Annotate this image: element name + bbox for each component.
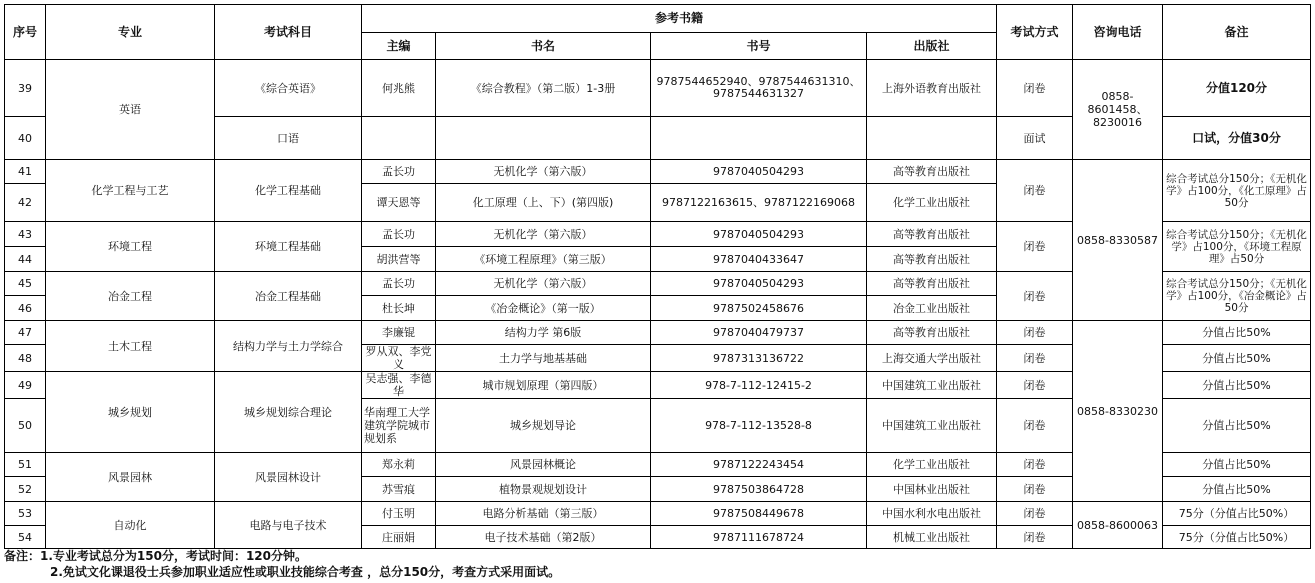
remark-cell: 综合考试总分150分；《无机化学》占100分，《化工原理》占50分 xyxy=(1163,160,1311,222)
title-cell xyxy=(436,117,651,160)
remark-cell: 分值占比50% xyxy=(1163,345,1311,372)
publisher-cell: 冶金工业出版社 xyxy=(867,296,997,321)
remark-cell: 分值占比50% xyxy=(1163,453,1311,477)
major-cell: 土木工程 xyxy=(46,321,215,372)
isbn-cell: 978-7-112-13528-8 xyxy=(651,399,867,453)
method-cell: 闭卷 xyxy=(997,160,1073,222)
isbn-cell: 978-7-112-12415-2 xyxy=(651,372,867,399)
publisher-cell: 上海交通大学出版社 xyxy=(867,345,997,372)
title-cell: 电路分析基础（第三版） xyxy=(436,502,651,526)
table-row xyxy=(5,321,1311,345)
header-row-1 xyxy=(5,5,1311,33)
remark-cell: 分值120分 xyxy=(1163,60,1311,117)
col-header-major: 专业 xyxy=(46,5,215,60)
editor-cell: 孟长功 xyxy=(362,272,436,296)
publisher-cell: 高等教育出版社 xyxy=(867,247,997,272)
publisher-cell: 高等教育出版社 xyxy=(867,222,997,247)
col-header-publisher: 出版社 xyxy=(867,33,997,60)
col-header-subject: 考试科目 xyxy=(215,5,362,60)
remark-cell: 75分（分值占比50%） xyxy=(1163,526,1311,549)
subject-cell: 结构力学与土力学综合 xyxy=(215,321,362,372)
method-cell: 闭卷 xyxy=(997,372,1073,399)
method-cell: 面试 xyxy=(997,117,1073,160)
seq-cell: 49 xyxy=(5,372,46,399)
reference-books-table xyxy=(4,4,1311,549)
seq-cell: 53 xyxy=(5,502,46,526)
title-cell: 无机化学（第六版） xyxy=(436,222,651,247)
method-cell: 闭卷 xyxy=(997,272,1073,321)
publisher-cell: 化学工业出版社 xyxy=(867,184,997,222)
title-cell: 城乡规划导论 xyxy=(436,399,651,453)
subject-cell: 风景园林设计 xyxy=(215,453,362,502)
table-row xyxy=(5,160,1311,184)
publisher-cell: 高等教育出版社 xyxy=(867,160,997,184)
editor-cell: 华南理工大学建筑学院城市规划系 xyxy=(362,399,436,453)
isbn-cell: 9787122163615、9787122169068 xyxy=(651,184,867,222)
remark-cell: 分值占比50% xyxy=(1163,372,1311,399)
seq-cell: 51 xyxy=(5,453,46,477)
seq-cell: 52 xyxy=(5,477,46,502)
editor-cell: 庄丽娟 xyxy=(362,526,436,549)
publisher-cell: 中国建筑工业出版社 xyxy=(867,399,997,453)
publisher-cell: 高等教育出版社 xyxy=(867,272,997,296)
seq-cell: 41 xyxy=(5,160,46,184)
editor-cell: 杜长坤 xyxy=(362,296,436,321)
seq-cell: 43 xyxy=(5,222,46,247)
method-cell: 闭卷 xyxy=(997,453,1073,477)
title-cell: 无机化学（第六版） xyxy=(436,160,651,184)
editor-cell: 付玉明 xyxy=(362,502,436,526)
phone-cell: 0858-8600063 xyxy=(1073,502,1163,549)
isbn-cell: 9787040479737 xyxy=(651,321,867,345)
title-cell: 《环境工程原理》（第三版） xyxy=(436,247,651,272)
editor-cell: 郑永莉 xyxy=(362,453,436,477)
admission-table-wrapper xyxy=(4,4,1311,549)
col-header-editor: 主编 xyxy=(362,33,436,60)
method-cell: 闭卷 xyxy=(997,345,1073,372)
isbn-cell: 9787122243454 xyxy=(651,453,867,477)
publisher-cell: 机械工业出版社 xyxy=(867,526,997,549)
major-cell: 城乡规划 xyxy=(46,372,215,453)
footnote-line-1: 备注：1.专业考试总分为150分，考试时间：120分钟。 xyxy=(4,549,308,563)
isbn-cell: 9787040504293 xyxy=(651,222,867,247)
isbn-cell: 9787503864728 xyxy=(651,477,867,502)
title-cell: 无机化学（第六版） xyxy=(436,272,651,296)
publisher-cell: 中国建筑工业出版社 xyxy=(867,372,997,399)
title-cell: 《冶金概论》（第一版） xyxy=(436,296,651,321)
remark-cell: 分值占比50% xyxy=(1163,399,1311,453)
editor-cell: 苏雪痕 xyxy=(362,477,436,502)
col-header-method: 考试方式 xyxy=(997,5,1073,60)
seq-cell: 40 xyxy=(5,117,46,160)
editor-cell: 吴志强、李德华 xyxy=(362,372,436,399)
subject-cell: 环境工程基础 xyxy=(215,222,362,272)
title-cell: 土力学与地基基础 xyxy=(436,345,651,372)
col-header-phone: 咨询电话 xyxy=(1073,5,1163,60)
isbn-cell: 9787508449678 xyxy=(651,502,867,526)
publisher-cell: 化学工业出版社 xyxy=(867,453,997,477)
remark-cell: 分值占比50% xyxy=(1163,321,1311,345)
title-cell: 植物景观规划设计 xyxy=(436,477,651,502)
title-cell: 化工原理（上、下）(第四版) xyxy=(436,184,651,222)
editor-cell: 孟长功 xyxy=(362,160,436,184)
seq-cell: 54 xyxy=(5,526,46,549)
method-cell: 闭卷 xyxy=(997,222,1073,272)
publisher-cell: 高等教育出版社 xyxy=(867,321,997,345)
remark-cell: 综合考试总分150分；《无机化学》占100分，《环境工程原理》占50分 xyxy=(1163,222,1311,272)
method-cell: 闭卷 xyxy=(997,477,1073,502)
remark-cell: 口试，分值30分 xyxy=(1163,117,1311,160)
publisher-cell: 上海外语教育出版社 xyxy=(867,60,997,117)
editor-cell: 李廉锟 xyxy=(362,321,436,345)
major-cell: 风景园林 xyxy=(46,453,215,502)
isbn-cell: 9787040504293 xyxy=(651,160,867,184)
method-cell: 闭卷 xyxy=(997,399,1073,453)
title-cell: 风景园林概论 xyxy=(436,453,651,477)
editor-cell: 罗从双、李党义 xyxy=(362,345,436,372)
col-header-remark: 备注 xyxy=(1163,5,1311,60)
footnotes xyxy=(4,548,560,580)
isbn-cell xyxy=(651,117,867,160)
major-cell: 化学工程与工艺 xyxy=(46,160,215,222)
col-header-title: 书名 xyxy=(436,33,651,60)
seq-cell: 47 xyxy=(5,321,46,345)
phone-cell: 0858-8601458、8230016 xyxy=(1073,60,1163,160)
isbn-cell: 9787040504293 xyxy=(651,272,867,296)
title-cell: 城市规划原理（第四版） xyxy=(436,372,651,399)
major-cell: 环境工程 xyxy=(46,222,215,272)
remark-cell: 75分（分值占比50%） xyxy=(1163,502,1311,526)
method-cell: 闭卷 xyxy=(997,60,1073,117)
footnote-line-2: 2.免试文化课退役士兵参加职业适应性或职业技能综合考查 ，总分150分，考查方式采用面试。 xyxy=(50,565,561,579)
editor-cell: 胡洪营等 xyxy=(362,247,436,272)
editor-cell xyxy=(362,117,436,160)
method-cell: 闭卷 xyxy=(997,321,1073,345)
isbn-cell: 9787313136722 xyxy=(651,345,867,372)
title-cell: 电子技术基础（第2版） xyxy=(436,526,651,549)
subject-cell: 口语 xyxy=(215,117,362,160)
isbn-cell: 9787544652940、9787544631310、9787544631327 xyxy=(651,60,867,117)
isbn-cell: 9787502458676 xyxy=(651,296,867,321)
title-cell: 《综合教程》（第二版）1-3册 xyxy=(436,60,651,117)
publisher-cell: 中国林业出版社 xyxy=(867,477,997,502)
subject-cell: 《综合英语》 xyxy=(215,60,362,117)
major-cell: 英语 xyxy=(46,60,215,160)
major-cell: 冶金工程 xyxy=(46,272,215,321)
isbn-cell: 9787040433647 xyxy=(651,247,867,272)
seq-cell: 48 xyxy=(5,345,46,372)
remark-cell: 分值占比50% xyxy=(1163,477,1311,502)
publisher-cell: 中国水利水电出版社 xyxy=(867,502,997,526)
remark-cell: 综合考试总分150分；《无机化学》占100分，《冶金概论》占50分 xyxy=(1163,272,1311,321)
seq-cell: 46 xyxy=(5,296,46,321)
phone-cell: 0858-8330230 xyxy=(1073,321,1163,502)
subject-cell: 化学工程基础 xyxy=(215,160,362,222)
seq-cell: 44 xyxy=(5,247,46,272)
subject-cell: 冶金工程基础 xyxy=(215,272,362,321)
table-row xyxy=(5,502,1311,526)
seq-cell: 42 xyxy=(5,184,46,222)
method-cell: 闭卷 xyxy=(997,502,1073,526)
editor-cell: 谭天恩等 xyxy=(362,184,436,222)
editor-cell: 何兆熊 xyxy=(362,60,436,117)
col-header-books-group: 参考书籍 xyxy=(362,5,997,33)
col-header-seq: 序号 xyxy=(5,5,46,60)
publisher-cell xyxy=(867,117,997,160)
editor-cell: 孟长功 xyxy=(362,222,436,247)
seq-cell: 45 xyxy=(5,272,46,296)
method-cell: 闭卷 xyxy=(997,526,1073,549)
subject-cell: 城乡规划综合理论 xyxy=(215,372,362,453)
seq-cell: 39 xyxy=(5,60,46,117)
phone-cell: 0858-8330587 xyxy=(1073,160,1163,321)
isbn-cell: 9787111678724 xyxy=(651,526,867,549)
seq-cell: 50 xyxy=(5,399,46,453)
table-row xyxy=(5,60,1311,117)
col-header-isbn: 书号 xyxy=(651,33,867,60)
title-cell: 结构力学 第6版 xyxy=(436,321,651,345)
subject-cell: 电路与电子技术 xyxy=(215,502,362,549)
major-cell: 自动化 xyxy=(46,502,215,549)
